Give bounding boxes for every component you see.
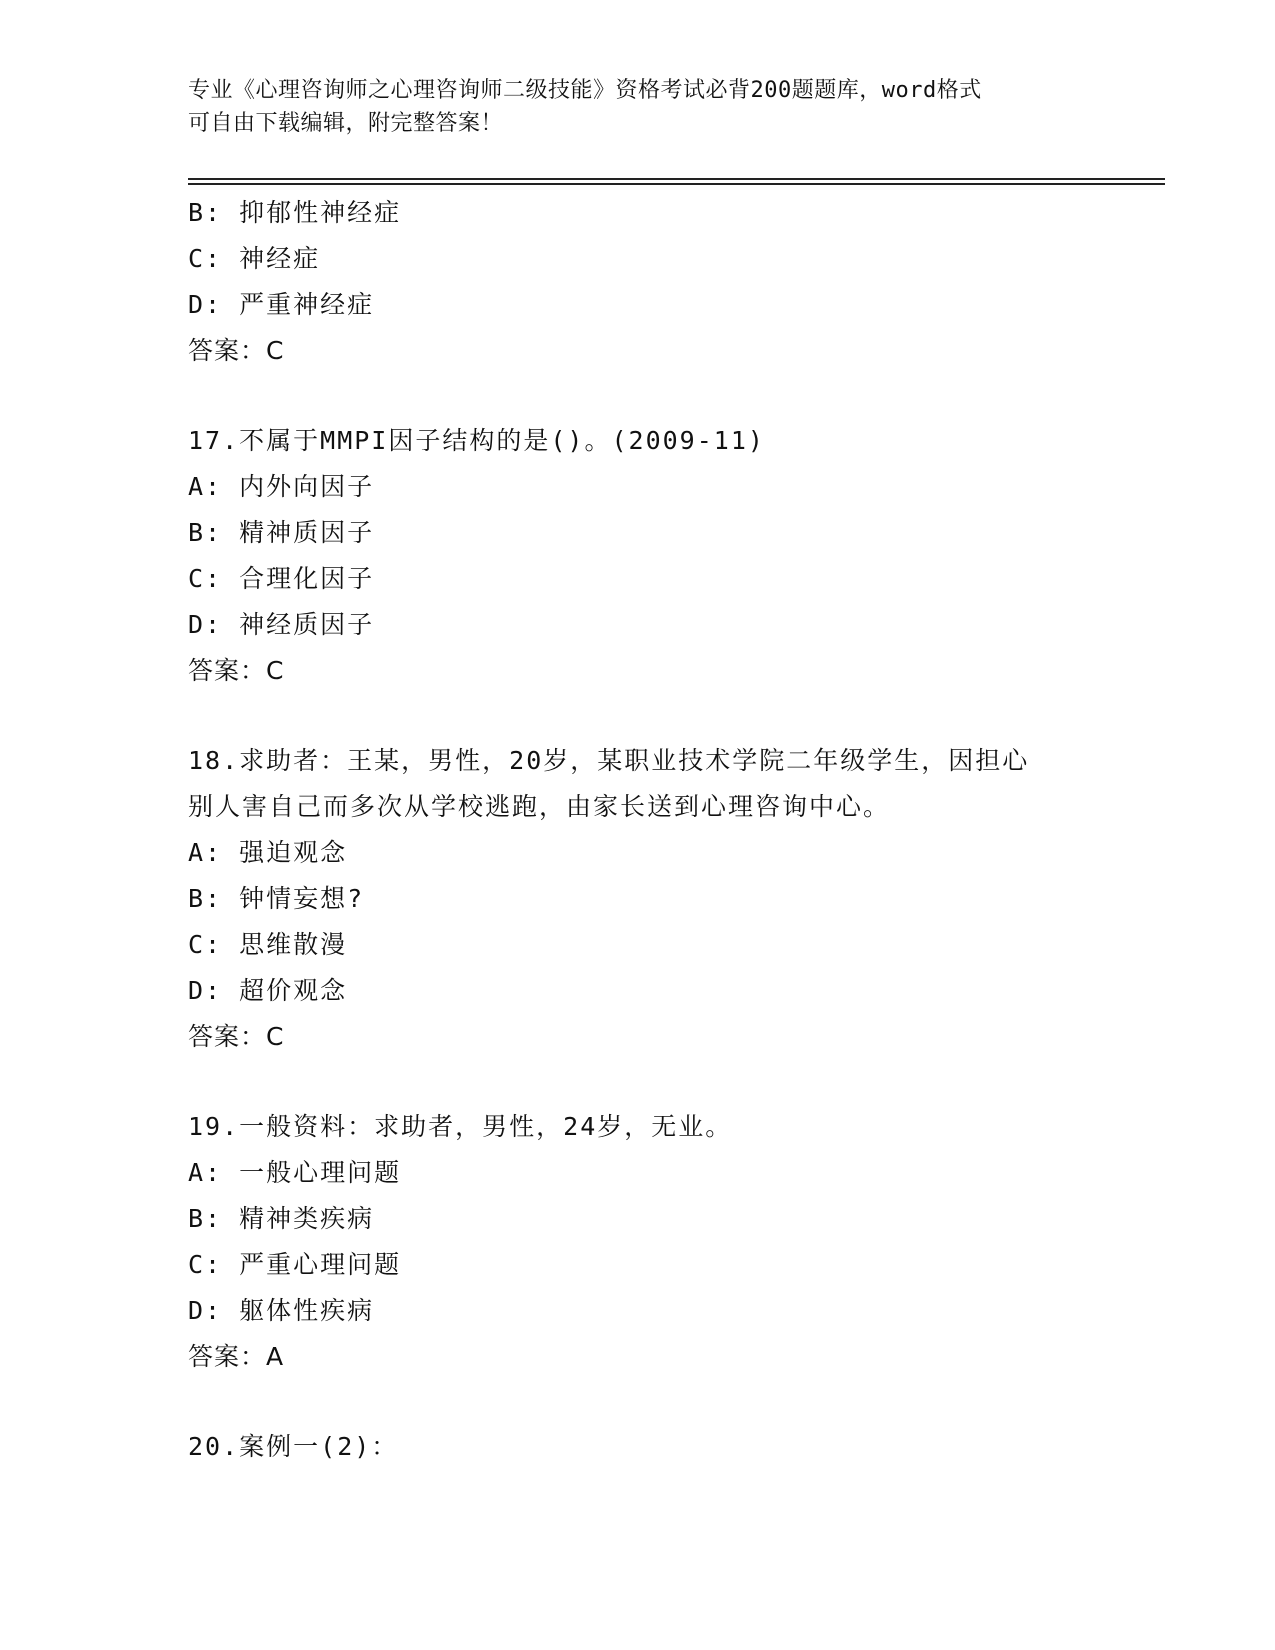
q16-option-b: B: 抑郁性神经症: [188, 198, 402, 227]
q17-question: 17.不属于MMPI因子结构的是()。(2009-11): [188, 426, 765, 455]
q19-option-c: C: 严重心理问题: [188, 1250, 402, 1279]
question-19: [188, 1104, 1138, 1380]
header-divider-bottom: [188, 183, 1165, 185]
question-17: [188, 418, 1138, 694]
header-divider-top: [188, 178, 1165, 180]
spacer: [188, 374, 1138, 418]
spacer: [188, 1380, 1138, 1424]
q16-option-c: C: 神经症: [188, 244, 321, 273]
q17-option-a: A: 内外向因子: [188, 472, 375, 501]
document-header: [188, 74, 1088, 140]
q17-option-c: C: 合理化因子: [188, 564, 375, 593]
spacer: [188, 694, 1138, 738]
q18-answer: 答案：C: [188, 1022, 285, 1051]
header-title-line-2: 可自由下载编辑，附完整答案！: [188, 111, 504, 136]
q19-option-d: D: 躯体性疾病: [188, 1296, 375, 1325]
q19-question: 19.一般资料：求助者，男性，24岁，无业。: [188, 1112, 733, 1141]
q18-option-b: B: 钟情妄想?: [188, 884, 365, 913]
document-body: [188, 190, 1138, 1470]
question-18: [188, 738, 1138, 1060]
q16-answer: 答案：C: [188, 336, 285, 365]
q16-option-d: D: 严重神经症: [188, 290, 375, 319]
q19-answer: 答案：A: [188, 1342, 285, 1371]
q18-option-c: C: 思维散漫: [188, 930, 348, 959]
q18-question-line-1: 18.求助者：王某，男性，20岁，某职业技术学院二年级学生，因担心: [188, 746, 1030, 775]
q19-option-b: B: 精神类疾病: [188, 1204, 375, 1233]
q18-option-a: A: 强迫观念: [188, 838, 348, 867]
q18-option-d: D: 超价观念: [188, 976, 348, 1005]
question-16-tail: [188, 190, 1138, 374]
q17-answer: 答案：C: [188, 656, 285, 685]
q20-question: 20.案例一(2)：: [188, 1432, 399, 1461]
q17-option-d: D: 神经质因子: [188, 610, 375, 639]
spacer: [188, 1060, 1138, 1104]
q17-option-b: B: 精神质因子: [188, 518, 375, 547]
question-20: [188, 1424, 1138, 1470]
q19-option-a: A: 一般心理问题: [188, 1158, 402, 1187]
q18-question-line-2: 别人害自己而多次从学校逃跑，由家长送到心理咨询中心。: [188, 792, 891, 821]
header-title-line-1: 专业《心理咨询师之心理咨询师二级技能》资格考试必背200题题库，word格式: [188, 78, 982, 103]
